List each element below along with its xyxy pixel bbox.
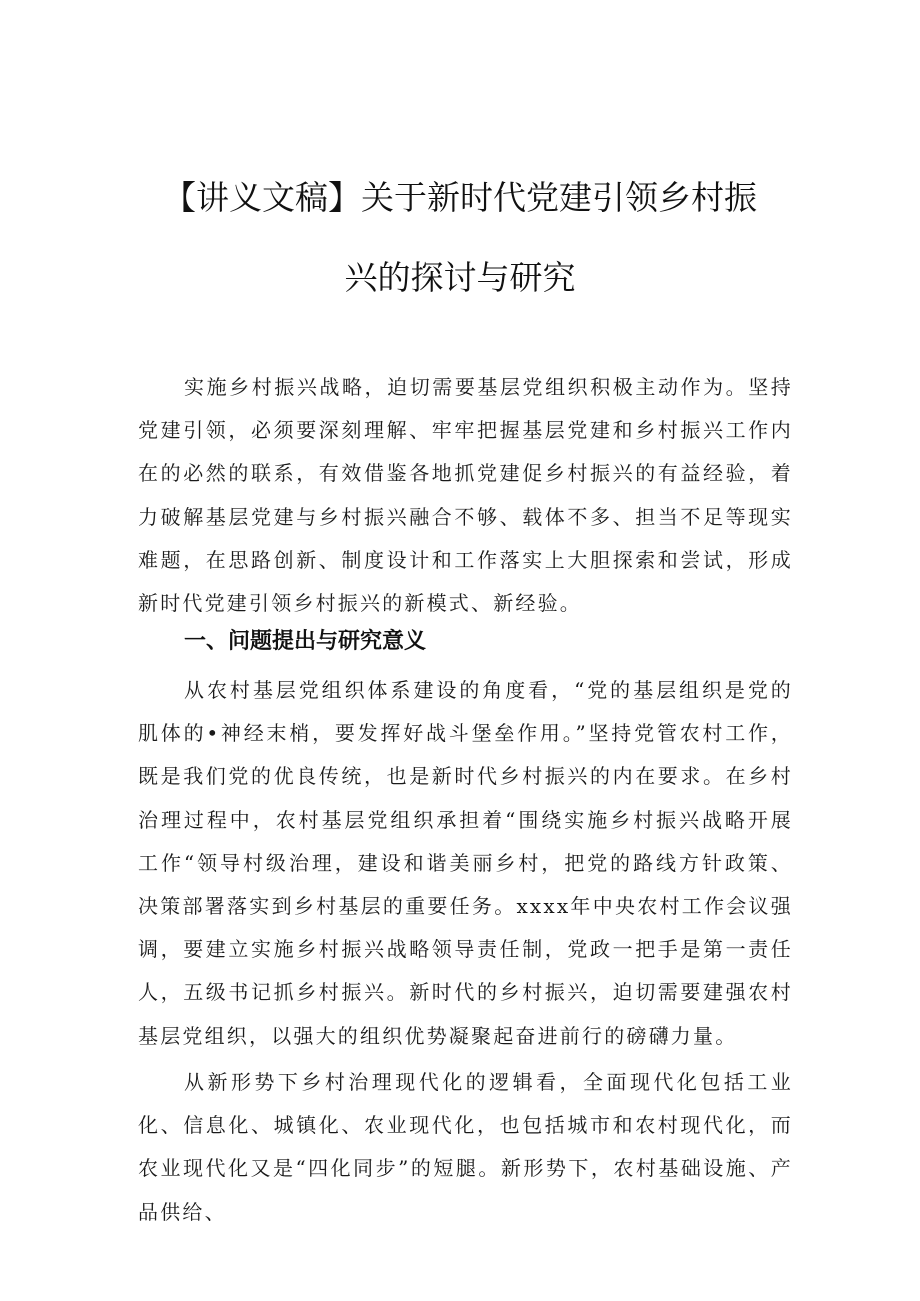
body-paragraph-2: 从新形势下乡村治理现代化的逻辑看，全面现代化包括工业化、信息化、城镇化、农业现代化，也包括城市和农村现代化，而农业现代化又是“四化同步”的短腿。新形势下，农村基础设施、产品供给、 — [138, 1070, 793, 1224]
body-paragraph-1: 从农村基层党组织体系建设的角度看，“党的基层组织是党的肌体的•神经末梢，要发挥好战斗堡垒作用。”坚持党管农村工作，既是我们党的优良传统，也是新时代乡村振兴的内在要求。在乡村治理过程中，农村基层党组织承担着“围绕实施乡村振兴战略开展工作“领导村级治理，建设和谐美丽乡村，把党的路线方针政策、决策部署落实到乡村基层的重要任务。xxxx年中央农村工作会议强调，要建立实施乡村振兴战略领导责任制，党政一把手是第一责任人，五级书记抓乡村振兴。新时代的乡村振兴，迫切需要建强农村基层党组织，以强大的组织优势凝聚起奋进前行的磅礴力量。 — [138, 678, 793, 1048]
section-heading: 一、问题提出与研究意义 — [184, 629, 427, 654]
document-title-line-1: 【讲义文稿】关于新时代党建引领乡村振 — [163, 178, 757, 217]
intro-paragraph: 实施乡村振兴战略，迫切需要基层党组织积极主动作为。坚持党建引领，必须要深刻理解、牢牢把握基层党建和乡村振兴工作内在的必然的联系，有效借鉴各地抓党建促乡村振兴的有益经验，着力破解基层党建与乡村振兴融合不够、载体不多、担当不足等现实难题，在思路创新、制度设计和工作落实上大胆探索和尝试，形成新时代党建引领乡村振兴的新模式、新经验。 — [138, 375, 793, 616]
document-title-line-2: 兴的探讨与研究 — [344, 258, 576, 297]
